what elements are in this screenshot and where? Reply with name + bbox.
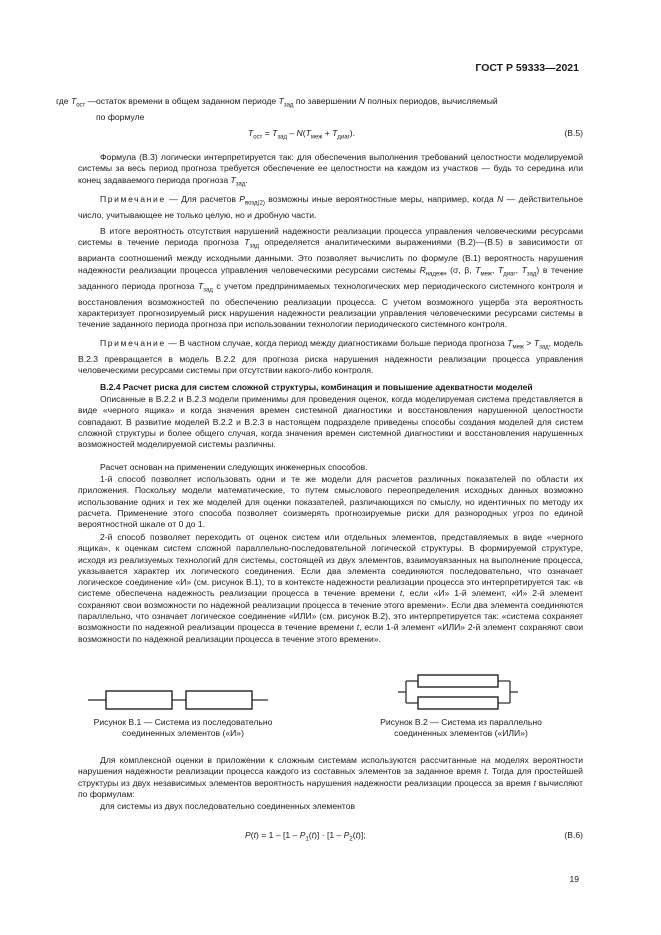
figure-1-caption-line-2: соединенных элементов («И») — [122, 728, 244, 739]
series-element-1 — [106, 691, 172, 709]
paragraph-3: Для комплексной оценки в приложении к сложным системам используются рассчитанные на моделях вероятности нарушения надежности реализации процесса каждого из составных элементов за заданное время t. Тогда для простейшей структуры из двух независимых элементов вероятность нарушения надежности реализации процесса за время t вычисляют по формулам: — [78, 755, 583, 799]
formula-b5: $T_{ост} = T_{зад} - N(T_{меж} + T_{диаг})$. — [248, 128, 355, 141]
note-1: Примечание — Для расчетов $P_{возд(2)}$ возможны иные вероятностные меры, например, когда N — действительное число, учитывающее не только целую, но и дробную части. — [78, 194, 583, 221]
figure-parallel-diagram — [398, 672, 518, 712]
parallel-element-2 — [418, 697, 498, 709]
section-paragraph-4: 2-й способ позволяет переходить от оценок систем или отдельных элементов, представляемых в виде «черного ящика», к оценкам систем сложной параллельно-последовательной логической структуры. В формируемой структуре, исходя из реализуемых технологий для системы, состоящей из двух элементов, взаимоувязанных на выполнение процесса, указывается характер их логического соединения. Если два элемента соединяются последовательно, что означает логическое соединение «И» (см. рисунок В.1), то в контексте надежности реализации процесса это интерпретируется так: «в системе обеспечена надежность реализации процесса в течение времени t, если «И» 1-й элемент, «И» 2-й элемент сохраняют свои возможности по надежной реализации процесса в течение этого времени». Если два элемента соединяются параллельно, что означает логическое соединение «ИЛИ» (см. рисунок В.2), это интерпретируется так: «система сохраняет возможности по надежной реализации процесса в течение времени t, если 1-й элемент «ИЛИ» 2-й элемент сохраняют свои возможности по надежной реализации процесса в течение этого времени». — [78, 532, 584, 644]
figure-2-caption-line-2: соединенных элементов («ИЛИ») — [394, 728, 528, 739]
formula-b6-number: (B.6) — [564, 830, 583, 840]
section-paragraph-3: 1-й способ позволяет использовать одни и те же модели для расчетов различных показателей по области их приложения. Поскольку модели математические, то путем смыслового переопределения исходных данных возможно использование одних и тех же моделей для оценки показателей, различающихся по смыслу, но идентичных по методу их расчета. Применение этого способа позволяет соизмерять прогнозируемые риски для разнородных угроз по единой вероятностной шкале от 0 до 1. — [78, 474, 583, 530]
section-paragraph-1: Описанные в В.2.2 и В.2.3 модели применимы для проведения оценок, когда моделируемая система представляется в виде «черного ящика» и когда значения времен системной диагностики и восстановления нарушенной целостности совпадают. В развитие моделей В.2.2 и В.2.3 в настоящем подразделе приведены способы создания моделей для систем сложной структуры и более общего случая, когда значения времен системной диагностики и восстановления нарушенных возможностей моделируемой системы различны. — [78, 394, 583, 450]
paragraph-2: В итоге вероятность отсутствия нарушений надежности реализации процесса управления человеческими ресурсами системы в течение периода прогноза $T_{зад}$ определяется аналитическими выражениями (В.2)—(В.5) в зависимости от варианта соотношений между исходными данными. Это позволяет вычислить по формуле (В.1) вероятность нарушения надежности реализации процесса управления человеческими ресурсами системы $R_{надежн}$ (σ, β, $T_{меж}$, $T_{диаг}$, $T_{зад}$) в течение заданного периода прогноза $T_{зад}$ с учетом предпринимаемых технологических мер периодического системного контроля и восстановления возможностей по обеспечению реализации процесса. С учетом возможного ущерба эта вероятность характеризует прогнозируемый риск нарушения надежности реализации управления человеческими ресурсами системы в течение заданного периода прогноза при использовании технологии периодического системного контроля. — [78, 226, 583, 330]
paragraph-1: Формула (В.3) логически интерпретируется так: для обеспечения выполнения требований целостности моделируемой системы за весь период прогноза требуется обеспечение ее целостности на каждом из участков — будь то середина или конец задаваемого периода прогноза $T_{зад}$. — [78, 152, 583, 188]
figure-2-caption-line-1: Рисунок В.2 — Система из параллельно — [380, 717, 542, 727]
section-title: В.2.4 Расчет риска для систем сложной структуры, комбинация и повышение адекватности моделей — [100, 382, 533, 392]
formula-b5-number: (B.5) — [564, 128, 583, 138]
series-element-2 — [186, 691, 252, 709]
paragraph-4: для системы из двух последовательно соединенных элементов — [100, 801, 356, 811]
note-2: Примечание — В частном случае, когда период между диагностиками больше периода прогноза $T_{меж} > T_{зад}$, модель В.2.3 превращается в модель В.2.2 для прогноза риска нарушения надежности реализации процесса управления человеческими ресурсами системы при отсутствии какого-либо контроля. — [78, 338, 583, 376]
formula-b6: $P(t) = 1 - [1 - P_1(t)] \cdot [1 - P_2(t)]$; — [245, 830, 366, 843]
figure-1-caption — [58, 717, 308, 740]
where-definition: остаток времени в общем заданном периоде $T_{зад}$ по завершении N полных периодов, вычисляемый по формуле — [96, 96, 498, 123]
page-number: 19 — [569, 874, 579, 884]
figure-2-caption — [336, 717, 586, 740]
standard-header: ГОСТ Р 59333—2021 — [475, 62, 579, 74]
section-paragraph-2: Расчет основан на применении следующих инженерных способов. — [100, 462, 368, 472]
parallel-element-1 — [418, 675, 498, 687]
figure-series-diagram — [88, 688, 268, 712]
figure-1-caption-line-1: Рисунок В.1 — Система из последовательно — [93, 717, 273, 727]
where-label: где $T_{ост}$ — — [56, 96, 97, 109]
